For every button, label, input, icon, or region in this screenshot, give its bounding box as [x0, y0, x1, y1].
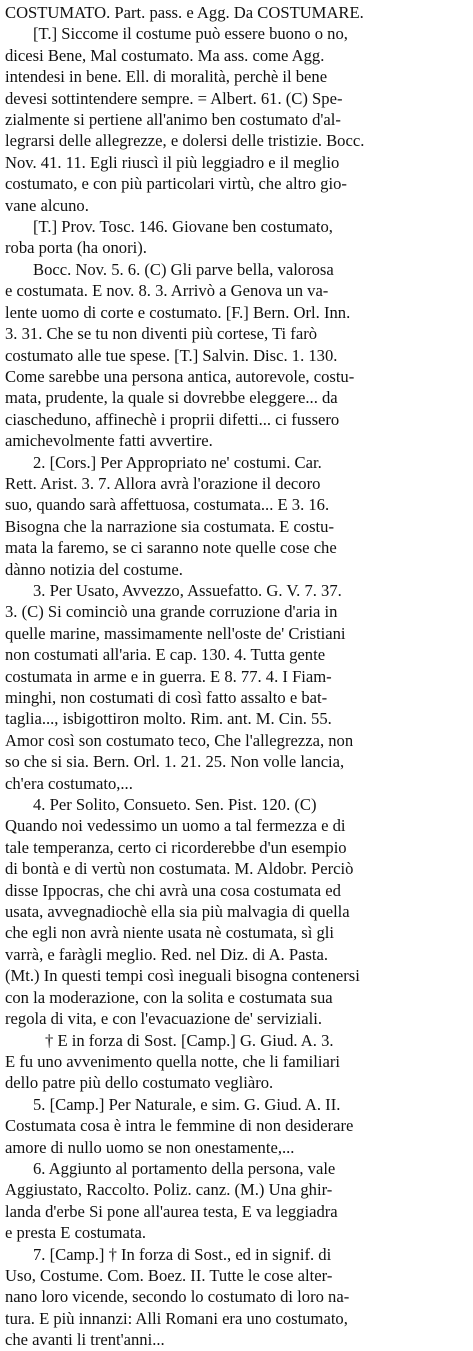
text-line: regola di vita, e con l'evacuazione de' serviziali. — [5, 1009, 322, 1029]
text-line: 7. [Camp.] † In forza di Sost., ed in signif. di — [33, 1244, 332, 1264]
text-line: costumato, e con più particolari virtù, che altro gio- — [5, 174, 347, 194]
text-line: amichevolmente fatti avvertire. — [5, 431, 213, 451]
text-line: legrarsi delle allegrezze, e dolersi delle tristizie. Bocc. — [5, 131, 365, 151]
text-line: 3. Per Usato, Avvezzo, Assuefatto. G. V. 7. 37. — [33, 580, 342, 600]
text-line: amore di nullo uomo se non onestamente,... — [5, 1137, 295, 1157]
text-line: costumato alle tue spese. [T.] Salvin. Disc. 1. 130. — [5, 345, 338, 365]
text-line: Quando noi vedessimo un uomo a tal fermezza e di — [5, 816, 346, 836]
text-line: dànno notizia del costume. — [5, 559, 183, 579]
text-line: tale temperanza, certo ci ricorderebbe d'un esempio — [5, 837, 347, 857]
text-line: mata, prudente, la quale si dovrebbe eleggere... da — [5, 388, 338, 408]
text-line: tura. E più innanzi: Alli Romani era uno costumato, — [5, 1308, 348, 1328]
text-line: taglia..., isbigottiron molto. Rim. ant. M. Cin. 55. — [5, 709, 332, 729]
text-line: 6. Aggiunto al portamento della persona, vale — [33, 1158, 336, 1178]
text-line: mata la faremo, se ci saranno note quelle cose che — [5, 538, 337, 558]
text-line: usata, avvegnadiochè ella sia più malvagia di quella — [5, 902, 350, 922]
text-line: 3. (C) Si cominciò una grande corruzione d'aria in — [5, 602, 338, 622]
text-line: dello patre più dello costumato vegliàro. — [5, 1073, 274, 1093]
dictionary-entry-costumato — [5, 2, 465, 1351]
text-line: lente uomo di corte e costumato. [F.] Bern. Orl. Inn. — [5, 302, 351, 322]
text-line: Aggiustato, Raccolto. Poliz. canz. (M.) Una ghir- — [5, 1180, 333, 1200]
text-line: nano loro vicende, secondo lo costumato di loro na- — [5, 1287, 350, 1307]
text-line: roba porta (ha onori). — [5, 238, 147, 258]
text-line: disse Ippocras, che chi avrà una cosa costumata ed — [5, 880, 341, 900]
text-line: Come sarebbe una persona antica, autorevole, costu- — [5, 366, 355, 386]
text-line: 3. 31. Che se tu non diventi più cortese, Ti farò — [5, 324, 318, 344]
text-line: E fu uno avvenimento quella notte, che li familiari — [5, 1051, 340, 1071]
text-line: COSTUMATO. Part. pass. e Agg. Da COSTUMARE. — [5, 3, 364, 22]
text-line: landa d'erbe Si pone all'aurea testa, E va leggiadra — [5, 1201, 338, 1221]
text-line: e presta E costumata. — [5, 1223, 146, 1243]
text-line: varrà, e faràgli meglio. Red. nel Diz. di A. Pasta. — [5, 944, 329, 964]
text-line: Uso, Costume. Com. Boez. II. Tutte le cose alter- — [5, 1265, 333, 1285]
text-line: Rett. Arist. 3. 7. Allora avrà l'orazione il decoro — [5, 473, 321, 493]
text-line: intendesi in bene. Ell. di moralità, perchè il bene — [5, 67, 328, 87]
text-line: so che si sia. Bern. Orl. 1. 21. 25. Non volle lancia, — [5, 752, 345, 772]
text-line: di bontà e di vertù non costumata. M. Aldobr. Perciò — [5, 859, 354, 879]
text-line: Nov. 41. 11. Egli riuscì il più leggiadro e il meglio — [5, 152, 340, 172]
text-line: [T.] Prov. Tosc. 146. Giovane ben costumato, — [33, 217, 333, 237]
text-line: Bisogna che la narrazione sia costumata. E costu- — [5, 516, 334, 536]
text-line: ch'era costumato,... — [5, 773, 133, 793]
text-line: devesi sottintendere sempre. = Albert. 61. (C) Spe- — [5, 88, 343, 108]
text-line: Amor così son costumato teco, Che l'allegrezza, non — [5, 730, 354, 750]
text-line: Bocc. Nov. 5. 6. (C) Gli parve bella, valorosa — [33, 259, 334, 279]
text-line: minghi, non costumati di così fatto assalto e bat- — [5, 688, 328, 707]
text-line: [T.] Siccome il costume può essere buono o no, — [33, 24, 348, 44]
text-line: zialmente si pertiene all'animo ben costumato d'al- — [5, 110, 341, 130]
text-line: costumata in arme e in guerra. E 8. 77. 4. I Fiam- — [5, 666, 332, 686]
text-line: (Mt.) In questi tempi così ineguali bisogna contenersi — [5, 966, 360, 986]
text-line: non costumati all'aria. E cap. 130. 4. Tutta gente — [5, 645, 326, 665]
text-line: quelle marine, massimamente nell'oste de' Cristiani — [5, 623, 346, 643]
text-line: con la moderazione, con la solita e costumata sua — [5, 987, 333, 1007]
text-line: † E in forza di Sost. [Camp.] G. Giud. A. 3. — [45, 1030, 334, 1050]
text-line: e costumata. E nov. 8. 3. Arrivò a Genova un va- — [5, 281, 329, 301]
text-line: vane alcuno. — [5, 195, 89, 215]
text-line: dicesi Bene, Mal costumato. Ma ass. come Agg. — [5, 45, 325, 65]
text-line: 5. [Camp.] Per Naturale, e sim. G. Giud. A. II. — [33, 1094, 341, 1114]
text-line: che egli non avrà niente usata nè costumata, sì gli — [5, 923, 334, 943]
text-line: ciascheduno, affinechè i proprii difetti... ci fussero — [5, 409, 340, 429]
text-line: 2. [Cors.] Per Appropriato ne' costumi. Car. — [33, 452, 322, 472]
text-line: che avanti li trent'anni... — [5, 1330, 165, 1350]
text-line: 4. Per Solito, Consueto. Sen. Pist. 120. (C) — [33, 795, 317, 815]
text-line: suo, quando sarà affettuosa, costumata... E 3. 16. — [5, 495, 330, 515]
text-line: Costumata cosa è intra le femmine di non desiderare — [5, 1116, 354, 1136]
